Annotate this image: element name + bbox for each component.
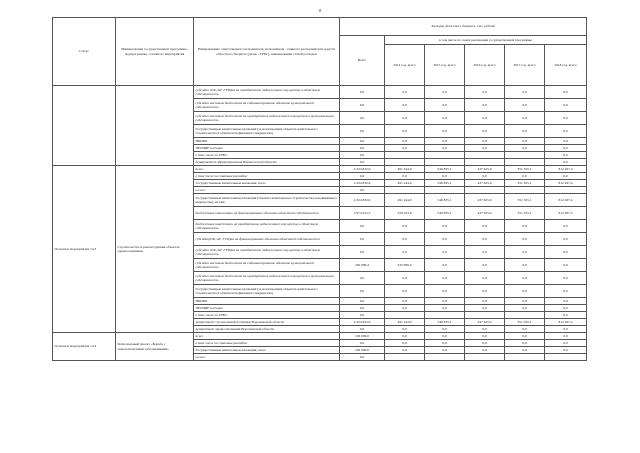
header-expenses: Расходы областного бюджета, тыс. рублей	[340, 18, 587, 36]
year-value-cell: 491 244,0	[385, 194, 425, 207]
year-value-cell	[385, 152, 425, 159]
expense-item-cell: из них:	[194, 187, 340, 194]
year-value-cell: 0,0	[545, 340, 587, 347]
year-value-cell: 0,0	[505, 86, 545, 99]
year-value-cell: 0,0	[465, 326, 505, 333]
year-value-cell: 0,0	[385, 233, 425, 246]
year-value-cell: 437 625,0	[465, 194, 505, 207]
year-value-cell: 0,0	[425, 145, 465, 152]
year-value-cell	[505, 159, 545, 166]
year-value-cell: 0,0	[425, 86, 465, 99]
header-executor: Наименование ответственного исполнителя, исполнителя - главного распорядителя средств областного бюджета (далее - ГРБС), наименование статей расходов	[194, 18, 340, 86]
table-row	[53, 166, 587, 173]
expense-item-cell: в том числе по ГРБС:	[194, 312, 340, 319]
total-value-cell: 0,0	[340, 99, 385, 112]
year-value-cell: 437 625,0	[465, 166, 505, 173]
total-value-cell: 0,0	[340, 145, 385, 152]
year-value-cell: 0,0	[505, 112, 545, 125]
year-value-cell	[385, 312, 425, 319]
header-by-years: в том числе по годам реализации государственной программы	[385, 36, 587, 45]
year-value-cell: 0,0	[545, 298, 587, 305]
year-value-cell: 0,0	[425, 285, 465, 298]
year-value-cell: 0,0	[385, 220, 425, 233]
year-value-cell: 0,0	[505, 347, 545, 354]
year-value-cell: 0,0	[505, 125, 545, 138]
total-value-cell: 0,0	[340, 187, 385, 194]
year-value-cell: 0,0	[465, 305, 505, 312]
program-name-cell: Строительство и реконструкция объектов здравоохранения	[116, 166, 194, 333]
year-value-cell: 0,0	[425, 125, 465, 138]
total-value-cell: 0,0	[340, 340, 385, 347]
year-value-cell: 0,0	[545, 152, 587, 159]
expense-item-cell: Государственные капитальные вложения (за исключением объектов капитального строительства и объектов недвижимого имущества)	[194, 285, 340, 298]
expense-item-cell: бюджетные инвестиции на финансирование объектов областной собственности	[194, 207, 340, 220]
year-value-cell: 0,0	[425, 112, 465, 125]
header-year: 2017 год, всего	[505, 45, 545, 86]
header-year: 2018 год, всего	[545, 45, 587, 86]
expense-item-cell: Государственные капитальные вложения, всего	[194, 347, 340, 354]
total-value-cell: 0,0	[340, 354, 385, 361]
year-value-cell: 0,0	[465, 340, 505, 347]
year-value-cell: 0,0	[545, 347, 587, 354]
expense-item-cell: субсидии (ОК, АУ, ГУП)на на приобретение недвижимого имущества в областную собственность	[194, 86, 340, 99]
year-value-cell: 0,0	[385, 340, 425, 347]
expense-item-cell: субсидии (ОК, АУ, ГУП)на на приобретение недвижимого имущества в областную собственность	[194, 246, 340, 259]
year-value-cell: 0,0	[425, 333, 465, 340]
year-value-cell: 0,0	[505, 233, 545, 246]
year-value-cell: 437 625,0	[465, 319, 505, 326]
year-value-cell: 0,0	[465, 145, 505, 152]
expense-item-cell: департамент здравоохранения Воронежской области	[194, 159, 340, 166]
total-value-cell: 4 324 832,9	[340, 166, 385, 173]
year-value-cell: 0,0	[545, 305, 587, 312]
year-value-cell: 0,0	[545, 233, 587, 246]
year-value-cell	[425, 152, 465, 159]
header-name: Наименование государственной программы, подпрограммы, основного мероприятия	[116, 18, 194, 86]
year-value-cell	[385, 354, 425, 361]
year-value-cell	[425, 159, 465, 166]
year-value-cell: 0,0	[425, 340, 465, 347]
total-value-cell: 0,0	[340, 125, 385, 138]
year-value-cell: 0,0	[545, 159, 587, 166]
year-value-cell	[545, 354, 587, 361]
year-value-cell: 0,0	[425, 138, 465, 145]
year-value-cell: 0,0	[425, 220, 465, 233]
year-value-cell: 491 244,0	[385, 166, 425, 173]
year-value-cell: 0,0	[545, 333, 587, 340]
expense-item-cell: НИОКР	[194, 298, 340, 305]
header-year: 2015 год, всего	[425, 45, 465, 86]
year-value-cell: 0,0	[465, 259, 505, 272]
year-value-cell: 0,0	[425, 259, 465, 272]
year-value-cell	[385, 159, 425, 166]
year-value-cell: 0,0	[425, 272, 465, 285]
year-value-cell: 0,0	[385, 298, 425, 305]
year-value-cell: 351 325,1	[505, 207, 545, 220]
header-year: 2014 год, всего	[385, 45, 425, 86]
year-value-cell: 437 625,0	[465, 180, 505, 187]
year-value-cell: 0,0	[545, 285, 587, 298]
year-value-cell	[425, 312, 465, 319]
total-value-cell: 350 080,4	[340, 259, 385, 272]
total-value-cell: 0,0	[340, 112, 385, 125]
expense-item-cell: из них:	[194, 354, 340, 361]
year-value-cell: 0,0	[465, 173, 505, 180]
total-value-cell: 4 324 832,9	[340, 194, 385, 207]
expense-item-cell: департамент строительной политики Воронежской области	[194, 319, 340, 326]
expense-item-cell: субсидии местным бюджетам на софинансирование объектов муниципальной собственности	[194, 99, 340, 112]
year-value-cell	[385, 187, 425, 194]
year-value-cell: 0,0	[385, 347, 425, 354]
year-value-cell	[545, 187, 587, 194]
year-value-cell: 491 244,0	[385, 180, 425, 187]
year-value-cell: 0,0	[385, 145, 425, 152]
table-row	[53, 86, 587, 99]
year-value-cell: 351 325,1	[505, 319, 545, 326]
header-status: Статус	[53, 18, 116, 86]
expense-item-cell: в том числе по статьям расходов:	[194, 340, 340, 347]
year-value-cell	[425, 354, 465, 361]
expense-item-cell: ПРОЧИЕ расходы	[194, 145, 340, 152]
total-value-cell: 100 000,0	[340, 347, 385, 354]
year-value-cell: 351 325,1	[505, 194, 545, 207]
year-value-cell: 546 835,1	[425, 194, 465, 207]
expense-item-cell: НИОКР	[194, 138, 340, 145]
total-value-cell: 0,0	[340, 86, 385, 99]
year-value-cell: 0,0	[385, 138, 425, 145]
year-value-cell: 0,0	[465, 233, 505, 246]
year-value-cell: 0,0	[465, 333, 505, 340]
year-value-cell	[425, 187, 465, 194]
table-row	[53, 333, 587, 340]
total-value-cell: 0,0	[340, 220, 385, 233]
total-value-cell: 100 000,0	[340, 333, 385, 340]
year-value-cell: 491 244,0	[385, 319, 425, 326]
total-value-cell: 0,0	[340, 305, 385, 312]
expense-item-cell: субсидии местным бюджетам на приобретение недвижимого имущества в муниципальную собственность	[194, 112, 340, 125]
year-value-cell	[465, 354, 505, 361]
year-value-cell: 546 835,1	[425, 207, 465, 220]
expense-item-cell: Государственные капитальные вложения (объекты капитального строительства и недвижимого имущества), из них:	[194, 194, 340, 207]
year-value-cell: 0,0	[545, 259, 587, 272]
year-value-cell: 0,0	[425, 173, 465, 180]
year-value-cell: 0,0	[385, 272, 425, 285]
year-value-cell: 546 835,1	[425, 166, 465, 173]
year-value-cell: 0,0	[505, 259, 545, 272]
year-value-cell: 0,0	[385, 333, 425, 340]
year-value-cell: 0,0	[385, 285, 425, 298]
year-value-cell: 812 297,4	[545, 166, 587, 173]
year-value-cell	[465, 312, 505, 319]
year-value-cell: 0,0	[505, 333, 545, 340]
year-value-cell: 0,0	[425, 99, 465, 112]
year-value-cell: 0,0	[385, 86, 425, 99]
year-value-cell: 351 325,1	[505, 166, 545, 173]
year-value-cell: 0,0	[505, 305, 545, 312]
year-value-cell	[465, 152, 505, 159]
year-value-cell: 0,0	[425, 305, 465, 312]
status-cell	[53, 86, 116, 166]
year-value-cell: 0,0	[465, 246, 505, 259]
table-body	[53, 86, 587, 361]
status-cell: Основное мероприятие 14.4	[53, 333, 116, 361]
year-value-cell: 0,0	[545, 326, 587, 333]
program-name-cell: Региональный проект «Борьба с онкологическими заболеваниями»	[116, 333, 194, 361]
budget-table	[52, 17, 587, 361]
year-value-cell: 0,0	[545, 272, 587, 285]
year-value-cell	[505, 354, 545, 361]
year-value-cell: 0,0	[465, 220, 505, 233]
year-value-cell: 0,0	[465, 99, 505, 112]
year-value-cell: 0,0	[425, 298, 465, 305]
expense-item-cell: Государственные капитальные вложения, всего	[194, 180, 340, 187]
total-value-cell: 0,0	[340, 326, 385, 333]
total-value-cell: 0,0	[340, 312, 385, 319]
year-value-cell: 232 080,4	[385, 259, 425, 272]
year-value-cell: 0,0	[465, 86, 505, 99]
year-value-cell: 0,0	[385, 326, 425, 333]
expense-item-cell: всего	[194, 166, 340, 173]
expense-item-cell: ПРОЧИЕ расходы	[194, 305, 340, 312]
year-value-cell: 0,0	[425, 246, 465, 259]
year-value-cell: 812 297,4	[545, 180, 587, 187]
expense-item-cell: Государственные капитальные вложения (за исключением объектов капитального строительства и объектов недвижимого имущества)	[194, 125, 340, 138]
page-number: 11	[318, 9, 322, 13]
year-value-cell: 0,0	[385, 99, 425, 112]
expense-item-cell: всего	[194, 333, 340, 340]
year-value-cell: 0,0	[505, 138, 545, 145]
year-value-cell: 0,0	[505, 326, 545, 333]
year-value-cell: 0,0	[545, 86, 587, 99]
year-value-cell: 0,0	[505, 99, 545, 112]
year-value-cell: 546 835,1	[425, 319, 465, 326]
year-value-cell: 0,0	[465, 138, 505, 145]
year-value-cell: 0,0	[545, 173, 587, 180]
year-value-cell: 0,0	[385, 305, 425, 312]
year-value-cell: 812 297,4	[545, 207, 587, 220]
expense-item-cell: субсидии местным бюджетам на софинансирование объектов муниципальной собственности	[194, 259, 340, 272]
year-value-cell: 437 625,0	[465, 207, 505, 220]
program-name-cell	[116, 86, 194, 166]
expense-item-cell: субсидии местным бюджетам на приобретение недвижимого имущества в муниципальную собственность	[194, 272, 340, 285]
year-value-cell: 258 163,6	[385, 207, 425, 220]
total-value-cell: 0,0	[340, 152, 385, 159]
year-value-cell: 0,0	[465, 272, 505, 285]
year-value-cell: 0,0	[385, 173, 425, 180]
year-value-cell	[505, 187, 545, 194]
year-value-cell: 0,0	[425, 233, 465, 246]
header-year: 2016 год, всего	[465, 45, 505, 86]
total-value-cell: 3 974 252,5	[340, 207, 385, 220]
year-value-cell: 0,0	[545, 125, 587, 138]
year-value-cell: 0,0	[465, 285, 505, 298]
total-value-cell: 0,0	[340, 233, 385, 246]
year-value-cell: 0,0	[425, 347, 465, 354]
year-value-cell: 0,0	[425, 326, 465, 333]
year-value-cell: 0,0	[505, 220, 545, 233]
total-value-cell: 4 324 832,9	[340, 319, 385, 326]
total-value-cell: 0,0	[340, 246, 385, 259]
year-value-cell: 0,0	[385, 112, 425, 125]
year-value-cell: 812 297,4	[545, 194, 587, 207]
total-value-cell: 0,0	[340, 173, 385, 180]
header-total: Всего	[340, 36, 385, 86]
year-value-cell: 0,0	[465, 112, 505, 125]
year-value-cell: 0,0	[545, 220, 587, 233]
total-value-cell: 0,0	[340, 138, 385, 145]
year-value-cell: 0,0	[545, 112, 587, 125]
year-value-cell	[505, 312, 545, 319]
total-value-cell: 0,0	[340, 298, 385, 305]
year-value-cell: 0,0	[545, 138, 587, 145]
total-value-cell: 4 324 832,9	[340, 180, 385, 187]
year-value-cell: 0,0	[505, 285, 545, 298]
total-value-cell: 0,0	[340, 159, 385, 166]
expense-item-cell: субсидии(ОК, АУ, ГУП)на на финансирование объектов областной собственности	[194, 233, 340, 246]
year-value-cell: 0,0	[545, 99, 587, 112]
expense-item-cell: бюджетные инвестиции на приобретение недвижимого имущества в областную собственность	[194, 220, 340, 233]
expense-item-cell: департамент здравоохранения Воронежской области	[194, 326, 340, 333]
year-value-cell: 0,0	[505, 272, 545, 285]
total-value-cell: 0,0	[340, 272, 385, 285]
year-value-cell: 0,0	[505, 246, 545, 259]
year-value-cell	[465, 159, 505, 166]
year-value-cell: 0,0	[465, 347, 505, 354]
year-value-cell	[465, 187, 505, 194]
status-cell: Основное мероприятие 14.3	[53, 166, 116, 333]
year-value-cell: 546 835,1	[425, 180, 465, 187]
year-value-cell: 0,0	[545, 145, 587, 152]
expense-item-cell: в том числе по статьям расходов:	[194, 173, 340, 180]
year-value-cell: 0,0	[505, 145, 545, 152]
year-value-cell: 0,0	[385, 125, 425, 138]
year-value-cell: 0,0	[505, 298, 545, 305]
year-value-cell: 0,0	[385, 246, 425, 259]
year-value-cell: 0,0	[465, 125, 505, 138]
year-value-cell: 812 297,4	[545, 319, 587, 326]
expense-item-cell: в том числе по ГРБС:	[194, 152, 340, 159]
year-value-cell: 0,0	[545, 312, 587, 319]
year-value-cell	[505, 152, 545, 159]
year-value-cell: 0,0	[545, 246, 587, 259]
year-value-cell: 0,0	[465, 298, 505, 305]
total-value-cell: 0,0	[340, 285, 385, 298]
year-value-cell: 0,0	[505, 340, 545, 347]
year-value-cell: 0,0	[505, 173, 545, 180]
year-value-cell: 351 325,1	[505, 180, 545, 187]
